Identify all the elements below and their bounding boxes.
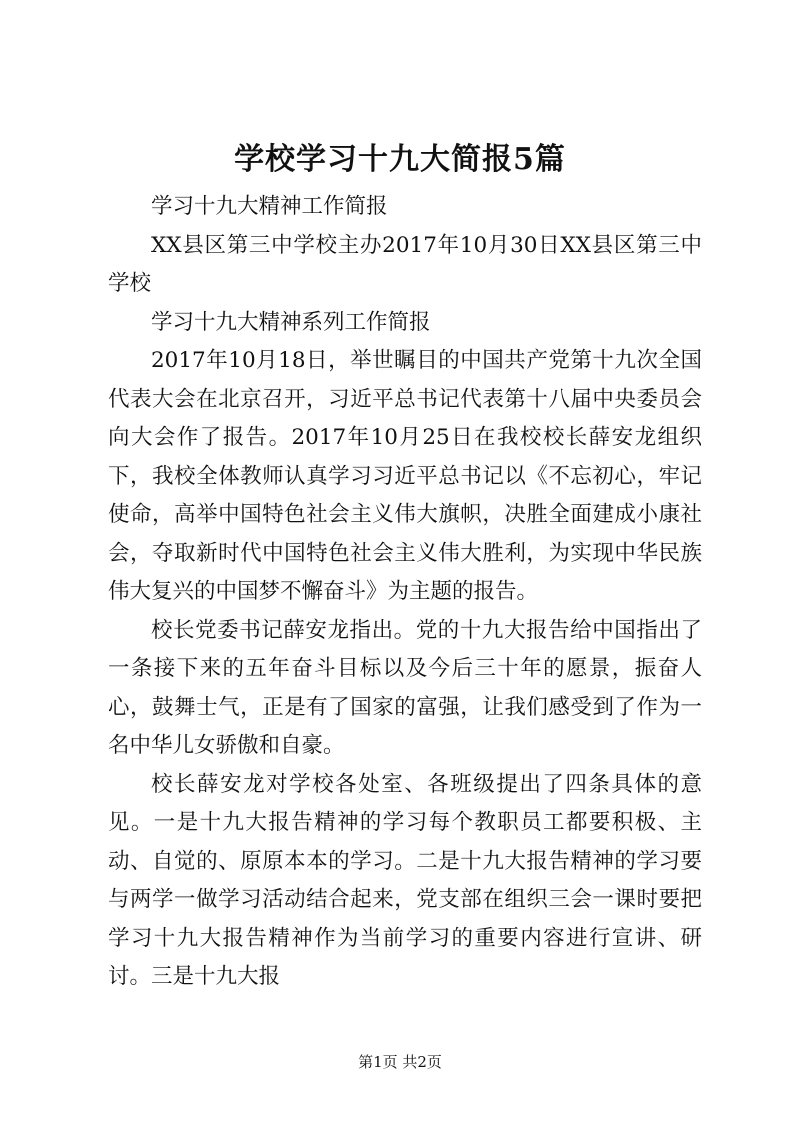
paragraph-congress-intro: 2017年10月18日，举世瞩目的中国共产党第十九次全国代表大会在北京召开，习近平总书记代表第十八届中央委员会向大会作了报告。2017年10月25日在我校校长薛安龙组织下，我校全体教师认真学习习近平总书记以《不忘初心，牢记使命，高举中国特色社会主义伟大旗帜，决胜全面建成小康社会，夺取新时代中国特色社会主义伟大胜利，为实现中华民族伟大复兴的中国梦不懈奋斗》为主题的报告。	[108, 348, 702, 604]
paragraph-series-heading: 学习十九大精神系列工作简报	[151, 309, 431, 335]
document-title: 学校学习十九大简报5篇	[234, 142, 566, 177]
paragraph-organizer-line: XX县区第三中学校主办2017年10月30日XX县区第三中学校	[108, 232, 702, 296]
paragraph-four-opinions: 校长薛安龙对学校各处室、各班级提出了四条具体的意见。一是十九大报告精神的学习每个教职员工都要积极、主动、自觉的、原原本本的学习。二是十九大报告精神的学习要与两学一做学习活动结合起来，党支部在组织三会一课时要把学习十九大报告精神作为当前学习的重要内容进行宣讲、研讨。三是十九大报	[108, 771, 702, 989]
paragraph-report-heading: 学习十九大精神工作简报	[151, 194, 388, 219]
page-number-footer: 第1页 共2页	[358, 1053, 442, 1071]
paragraph-principal-remarks: 校长党委书记薛安龙指出。党的十九大报告给中国指出了一条接下来的五年奋斗目标以及今后三十年的愿景，振奋人心，鼓舞士气，正是有了国家的富强，让我们感受到了作为一名中华儿女骄傲和自豪。	[108, 617, 702, 758]
document-body	[108, 188, 702, 997]
